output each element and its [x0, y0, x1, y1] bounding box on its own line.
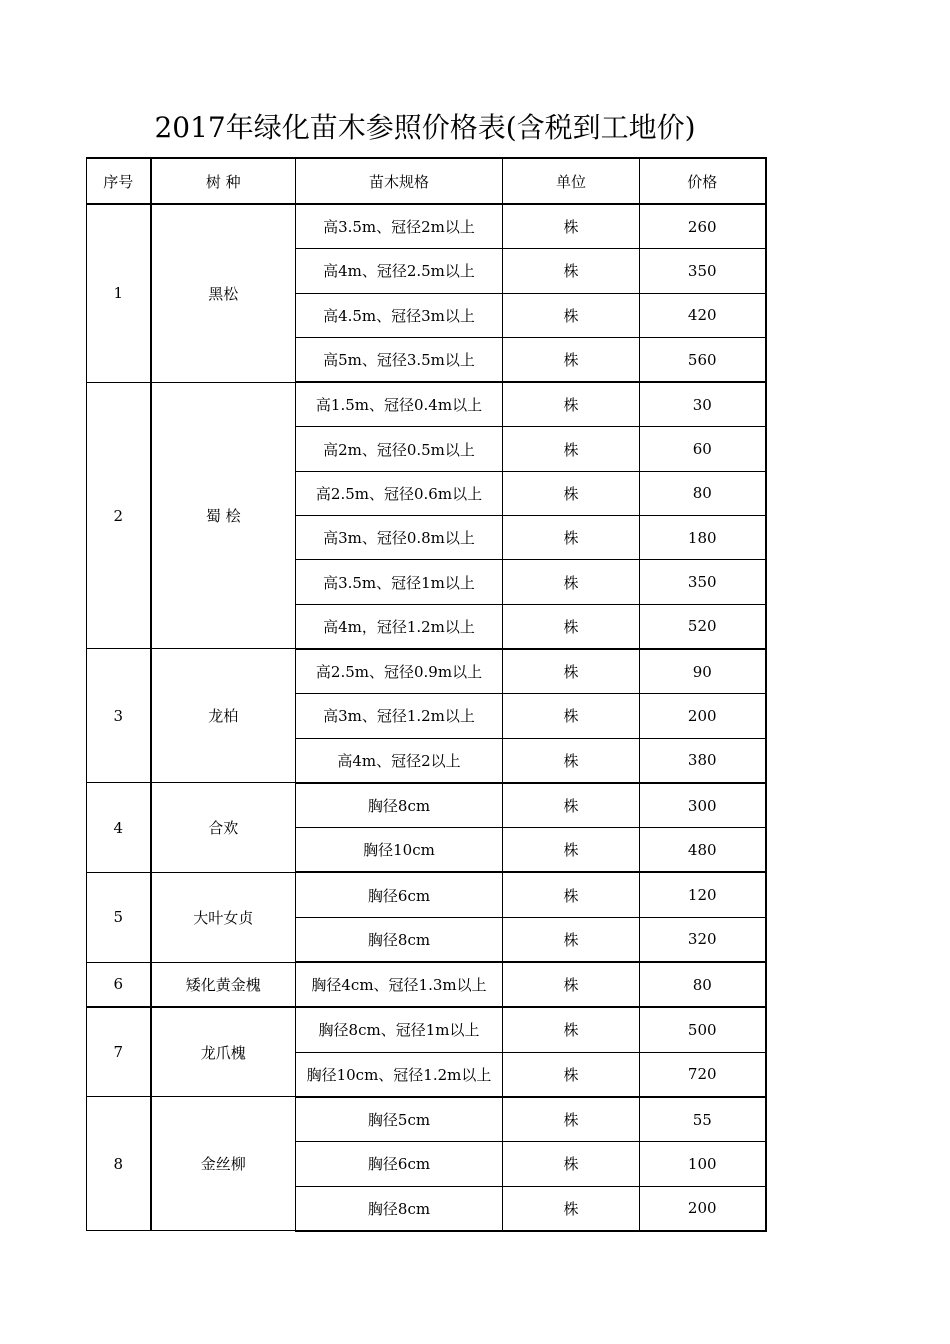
cell-spec: 高4.5m、冠径3m以上 — [296, 293, 503, 337]
cell-species: 矮化黄金槐 — [151, 962, 296, 1007]
cell-spec: 高4m、冠径2以上 — [296, 738, 503, 783]
cell-spec: 高2.5m、冠径0.9m以上 — [296, 649, 503, 694]
cell-unit: 株 — [503, 560, 640, 604]
cell-spec: 胸径6cm — [296, 872, 503, 917]
cell-price: 200 — [640, 1186, 766, 1231]
cell-spec: 胸径6cm — [296, 1142, 503, 1186]
cell-index: 8 — [87, 1097, 151, 1231]
cell-unit: 株 — [503, 828, 640, 873]
cell-unit: 株 — [503, 249, 640, 293]
cell-spec: 高5m、冠径3.5m以上 — [296, 337, 503, 382]
cell-price: 200 — [640, 694, 766, 738]
cell-price: 320 — [640, 917, 766, 962]
cell-spec: 胸径8cm — [296, 783, 503, 828]
cell-price: 100 — [640, 1142, 766, 1186]
cell-index: 6 — [87, 962, 151, 1007]
table-row — [87, 204, 766, 249]
cell-index: 2 — [87, 382, 151, 649]
cell-price: 180 — [640, 516, 766, 560]
cell-spec: 胸径8cm — [296, 1186, 503, 1231]
cell-spec: 胸径10cm — [296, 828, 503, 873]
table-row — [87, 962, 766, 1007]
cell-unit: 株 — [503, 471, 640, 515]
cell-spec: 高3m、冠径1.2m以上 — [296, 694, 503, 738]
cell-species: 黑松 — [151, 204, 296, 382]
cell-spec: 高1.5m、冠径0.4m以上 — [296, 382, 503, 427]
header-price: 价格 — [640, 158, 766, 204]
cell-spec: 高4m，冠径1.2m以上 — [296, 604, 503, 649]
cell-spec: 高2m、冠径0.5m以上 — [296, 427, 503, 471]
cell-spec: 高3.5m、冠径1m以上 — [296, 560, 503, 604]
cell-price: 120 — [640, 872, 766, 917]
cell-price: 300 — [640, 783, 766, 828]
cell-unit: 株 — [503, 604, 640, 649]
cell-unit: 株 — [503, 917, 640, 962]
cell-unit: 株 — [503, 516, 640, 560]
cell-spec: 高3m、冠径0.8m以上 — [296, 516, 503, 560]
cell-price: 80 — [640, 962, 766, 1007]
table-row — [87, 1007, 766, 1052]
cell-price: 350 — [640, 249, 766, 293]
cell-species: 合欢 — [151, 783, 296, 873]
table-row — [87, 783, 766, 828]
cell-unit: 株 — [503, 783, 640, 828]
cell-spec: 胸径4cm、冠径1.3m以上 — [296, 962, 503, 1007]
cell-spec: 高2.5m、冠径0.6m以上 — [296, 471, 503, 515]
table-header-row — [87, 158, 766, 204]
cell-unit: 株 — [503, 382, 640, 427]
cell-unit: 株 — [503, 337, 640, 382]
header-unit: 单位 — [503, 158, 640, 204]
cell-unit: 株 — [503, 1142, 640, 1186]
cell-price: 520 — [640, 604, 766, 649]
cell-index: 1 — [87, 204, 151, 382]
price-table — [86, 157, 767, 1232]
cell-price: 500 — [640, 1007, 766, 1052]
cell-unit: 株 — [503, 1052, 640, 1097]
header-index: 序号 — [87, 158, 151, 204]
cell-spec: 胸径8cm — [296, 917, 503, 962]
cell-price: 80 — [640, 471, 766, 515]
price-table-body — [87, 158, 766, 1231]
cell-spec: 高3.5m、冠径2m以上 — [296, 204, 503, 249]
cell-unit: 株 — [503, 738, 640, 783]
cell-unit: 株 — [503, 293, 640, 337]
cell-price: 380 — [640, 738, 766, 783]
cell-price: 60 — [640, 427, 766, 471]
cell-species: 龙柏 — [151, 649, 296, 783]
cell-unit: 株 — [503, 872, 640, 917]
table-row — [87, 1097, 766, 1142]
cell-unit: 株 — [503, 427, 640, 471]
cell-price: 90 — [640, 649, 766, 694]
cell-species: 金丝柳 — [151, 1097, 296, 1231]
cell-price: 260 — [640, 204, 766, 249]
cell-index: 4 — [87, 783, 151, 873]
cell-index: 5 — [87, 872, 151, 962]
cell-species: 大叶女贞 — [151, 872, 296, 962]
header-spec: 苗木规格 — [296, 158, 503, 204]
cell-unit: 株 — [503, 1186, 640, 1231]
cell-price: 30 — [640, 382, 766, 427]
cell-unit: 株 — [503, 204, 640, 249]
cell-unit: 株 — [503, 1007, 640, 1052]
cell-unit: 株 — [503, 694, 640, 738]
cell-species: 龙爪槐 — [151, 1007, 296, 1097]
cell-spec: 高4m、冠径2.5m以上 — [296, 249, 503, 293]
cell-price: 480 — [640, 828, 766, 873]
cell-unit: 株 — [503, 1097, 640, 1142]
cell-index: 3 — [87, 649, 151, 783]
cell-price: 350 — [640, 560, 766, 604]
cell-unit: 株 — [503, 962, 640, 1007]
cell-price: 420 — [640, 293, 766, 337]
cell-unit: 株 — [503, 649, 640, 694]
header-species: 树 种 — [151, 158, 296, 204]
cell-price: 55 — [640, 1097, 766, 1142]
cell-price: 560 — [640, 337, 766, 382]
cell-species: 蜀 桧 — [151, 382, 296, 649]
table-row — [87, 872, 766, 917]
table-row — [87, 382, 766, 427]
cell-spec: 胸径5cm — [296, 1097, 503, 1142]
cell-index: 7 — [87, 1007, 151, 1097]
cell-price: 720 — [640, 1052, 766, 1097]
cell-spec: 胸径8cm、冠径1m以上 — [296, 1007, 503, 1052]
page-title: 2017年绿化苗木参照价格表(含税到工地价) — [154, 111, 696, 144]
table-row — [87, 649, 766, 694]
cell-spec: 胸径10cm、冠径1.2m以上 — [296, 1052, 503, 1097]
